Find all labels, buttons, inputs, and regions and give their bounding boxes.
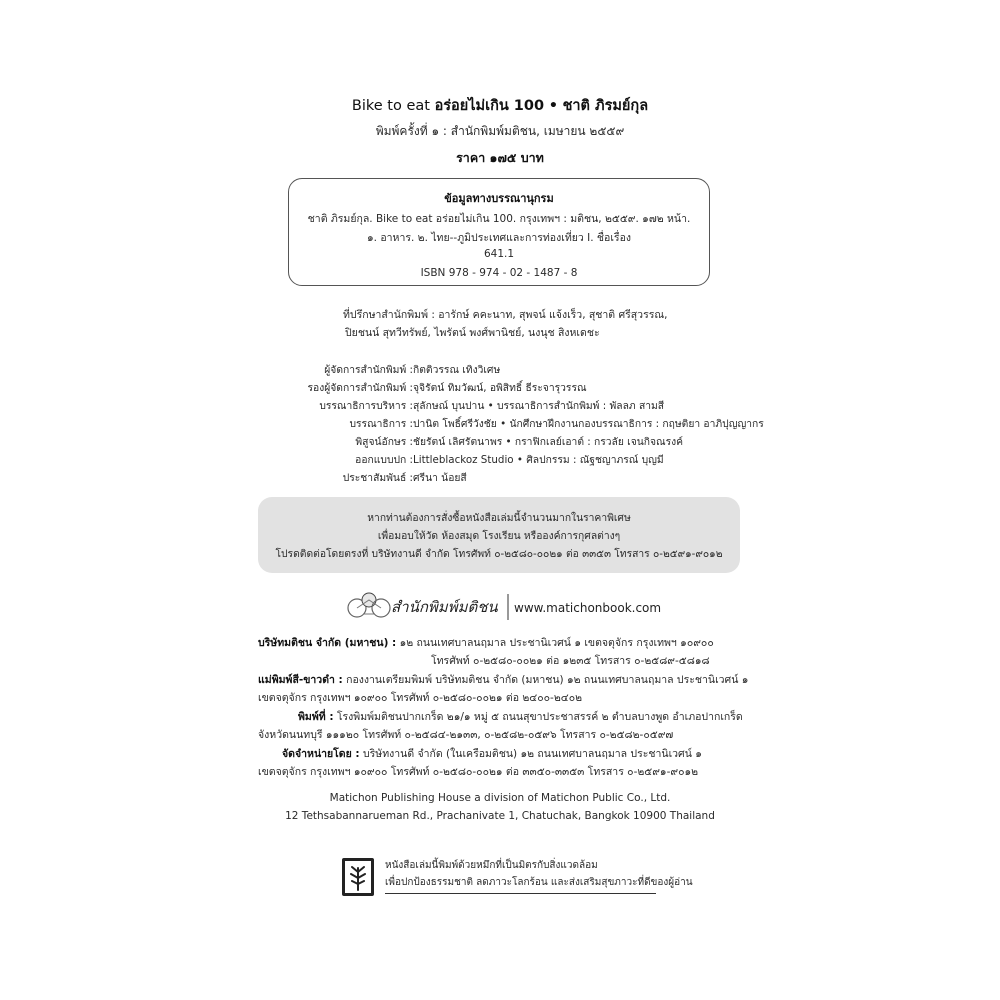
staff-value: กิตติวรรณ เทิงวิเศษ bbox=[413, 364, 501, 376]
staff-value: จุจิรัตน์ ทิมวัฒน์, อพิสิทธิ์ ธีระจารุวรรณ bbox=[413, 382, 587, 394]
color-print-address: กองงานเตรียมพิมพ์ บริษัทมติชน จำกัด (มหาชน) ๑๒ ถนนเทศบาลนฤมาล ประชานิเวศน์ ๑ bbox=[346, 674, 749, 686]
staff-label: ผู้จัดการสำนักพิมพ์ : bbox=[324, 364, 413, 376]
distributor-address: บริษัทงานดี จำกัด (ในเครือมติชน) ๑๒ ถนนเทศบาลนฤมาล ประชานิเวศน์ ๑ bbox=[362, 748, 702, 760]
isbn: ISBN 978 - 974 - 02 - 1487 - 8 bbox=[420, 267, 578, 279]
advisors-block bbox=[343, 306, 743, 342]
company-phone: โทรศัพท์ ๐-๒๕๘๐-๐๐๒๑ ต่อ ๑๒๓๕ โทรสาร ๐-๒๕๘๙-๕๘๑๘ bbox=[431, 655, 710, 667]
staff-value: ชัยรัตน์ เลิศรัตนาพร • กราฟิกเลย์เอาต์ : กรวลัย เจนกิจณรงค์ bbox=[413, 436, 684, 448]
english-address-line-2: 12 Tethsabannarueman Rd., Prachanivate 1, Chatuchak, Bangkok 10900 Thailand bbox=[285, 810, 715, 822]
eco-book-icon bbox=[340, 856, 378, 902]
eco-underline bbox=[385, 893, 656, 894]
printer-address-2: จังหวัดนนทบุรี ๑๑๑๒๐ โทรศัพท์ ๐-๒๕๘๔-๒๑๓๓, ๐-๒๕๘๒-๐๕๙๖ โทรสาร ๐-๒๕๘๒-๐๕๙๗ bbox=[258, 729, 674, 741]
company-contact bbox=[258, 634, 714, 651]
staff-label: บรรณาธิการ : bbox=[349, 418, 413, 430]
staff-label: รองผู้จัดการสำนักพิมพ์ : bbox=[307, 382, 413, 394]
staff-label: ออกแบบปก : bbox=[355, 454, 413, 466]
book-title-line bbox=[0, 94, 1000, 117]
eco-notice-line-1: หนังสือเล่มนี้พิมพ์ด้วยหมึกที่เป็นมิตรกับสิ่งแวดล้อม bbox=[385, 860, 598, 871]
publisher-website[interactable]: www.matichonbook.com bbox=[514, 601, 662, 615]
distributor-address-2: เขตจตุจักร กรุงเทพฯ ๑๐๙๐๐ โทรศัพท์ ๐-๒๕๘๐-๐๐๒๑ ต่อ ๓๓๕๐-๓๓๕๓ โทรสาร ๐-๒๕๙๑-๙๐๑๒ bbox=[258, 766, 699, 778]
staff-value: Littleblackoz Studio • ศิลปกรรม : ณัฐชญาภรณ์ บุญมี bbox=[413, 454, 664, 466]
print-edition: พิมพ์ครั้งที่ ๑ : สำนักพิมพ์มติชน, เมษายน ๒๕๕๙ bbox=[375, 124, 625, 138]
book-title-th: อร่อยไม่เกิน 100 bbox=[434, 98, 545, 114]
printer-label: พิมพ์ที่ : bbox=[298, 711, 334, 723]
cataloging-box bbox=[288, 178, 710, 286]
publisher-logo-block bbox=[343, 588, 673, 628]
advisors-line-2: ปิยชนน์ สุทวีทรัพย์, ไพรัตน์ พงศ์พานิชย์, นงนุช สิงหเดชะ bbox=[345, 327, 600, 339]
bicycle-wheel-icon bbox=[348, 593, 390, 617]
title-separator: • bbox=[548, 98, 558, 114]
classification-number: 641.1 bbox=[483, 248, 515, 260]
english-address-line-1: Matichon Publishing House a division of Matichon Public Co., Ltd. bbox=[329, 792, 671, 804]
staff-label: ประชาสัมพันธ์ : bbox=[342, 472, 413, 484]
printer-contact bbox=[298, 708, 743, 725]
color-print-label: แม่พิมพ์สี-ขาวดำ : bbox=[258, 674, 343, 686]
staff-label: บรรณาธิการบริหาร : bbox=[319, 400, 413, 412]
printer-address: โรงพิมพ์มติชนปากเกร็ด ๒๑/๑ หมู่ ๕ ถนนสุขาประชาสรรค์ ๒ ตำบลบางพูด อำเภอปากเกร็ด bbox=[336, 711, 743, 723]
publisher-logo-name: สำนักพิมพ์มติชน bbox=[391, 598, 498, 616]
cataloging-heading: ข้อมูลทางบรรณานุกรม bbox=[444, 192, 554, 205]
staff-value: ปานิต โพธิ์ศรีวังชัย • นักศึกษาฝึกงานกองบรรณาธิการ : กฤษติยา อาภิปุญญากร bbox=[413, 418, 764, 430]
special-order-box bbox=[258, 497, 740, 573]
cataloging-entry: ชาติ ภิรมย์กุล. Bike to eat อร่อยไม่เกิน 100. กรุงเทพฯ : มติชน, ๒๕๕๙. ๑๗๒ หน้า. bbox=[307, 213, 691, 225]
advisors-line-1: ที่ปรึกษาสำนักพิมพ์ : อารักษ์ คคะนาท, สุพจน์ แจ้งเร็ว, สุชาติ ศรีสุวรรณ, bbox=[343, 309, 668, 321]
book-title-en: Bike to eat bbox=[351, 98, 430, 114]
color-print-address-2: เขตจตุจักร กรุงเทพฯ ๑๐๙๐๐ โทรศัพท์ ๐-๒๕๘๐-๐๐๒๑ ต่อ ๒๔๐๐-๒๔๐๒ bbox=[258, 692, 583, 704]
cataloging-subjects: ๑. อาหาร. ๒. ไทย--ภูมิประเทศและการท่องเที่ยว I. ชื่อเรื่อง bbox=[366, 232, 632, 244]
company-address: ๑๒ ถนนเทศบาลนฤมาล ประชานิเวศน์ ๑ เขตจตุจักร กรุงเทพฯ ๑๐๙๐๐ bbox=[399, 637, 714, 649]
special-order-line-1: หากท่านต้องการสั่งซื้อหนังสือเล่มนี้จำนวนมากในราคาพิเศษ bbox=[367, 512, 631, 524]
distributor-label: จัดจำหน่ายโดย : bbox=[282, 748, 360, 760]
price-line: ราคา ๑๗๕ บาท bbox=[456, 150, 544, 165]
staff-value: ศรีนา น้อยสี bbox=[413, 472, 467, 484]
special-order-line-2: เพื่อมอบให้วัด ห้องสมุด โรงเรียน หรือองค์การกุศลต่างๆ bbox=[377, 530, 621, 542]
eco-notice-line-2: เพื่อปกป้องธรรมชาติ ลดภาวะโลกร้อน และส่งเสริมสุขภาวะที่ดีของผู้อ่าน bbox=[385, 877, 693, 888]
distributor-contact bbox=[282, 745, 702, 762]
author-name: ชาติ ภิรมย์กุล bbox=[562, 98, 649, 114]
color-print-contact bbox=[258, 671, 748, 688]
special-order-line-3: โปรดติดต่อโดยตรงที่ บริษัทงานดี จำกัด โทรศัพท์ ๐-๒๕๘๐-๐๐๒๑ ต่อ ๓๓๕๓ โทรสาร ๐-๒๕๙๑-๙๐๑๒ bbox=[275, 548, 723, 560]
company-label: บริษัทมติชน จำกัด (มหาชน) : bbox=[258, 637, 397, 649]
staff-label: พิสูจน์อักษร : bbox=[355, 436, 413, 448]
publisher-logo bbox=[343, 588, 673, 624]
staff-value: สุลักษณ์ บุนปาน • บรรณาธิการสำนักพิมพ์ : พัลลภ สามสี bbox=[413, 400, 665, 412]
